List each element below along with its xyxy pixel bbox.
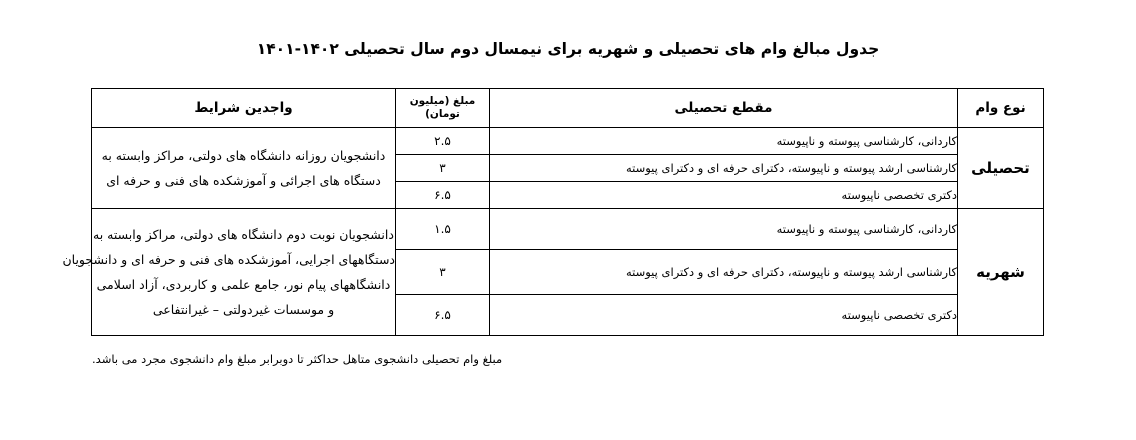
page-title: جدول مبالغ وام های تحصیلی و شهریه برای نیمسال دوم سال تحصیلی ۱۴۰۲-۱۴۰۱ bbox=[256, 40, 880, 58]
table-footnote: مبلغ وام تحصیلی دانشجوی متاهل حداکثر تا دوبرابر مبلغ وام دانشجوی مجرد می باشد. bbox=[92, 352, 503, 366]
loan-amounts-table-container bbox=[62, 88, 1044, 336]
cell-education-level: دکتری تخصصی ناپیوسته bbox=[490, 182, 958, 209]
cell-conditions bbox=[92, 128, 396, 209]
condition-line: دانشجویان نوبت دوم دانشگاه های دولتی، مراکز وابسته به bbox=[93, 227, 394, 242]
condition-line: دانشجویان روزانه دانشگاه های دولتی، مراکز وابسته به bbox=[101, 148, 386, 163]
cell-education-level: کارشناسی ارشد پیوسته و ناپیوسته، دکترای حرفه ای و دکترای پیوسته bbox=[490, 155, 958, 182]
cell-loan-type: شهریه bbox=[958, 209, 1044, 336]
table-header-row bbox=[92, 89, 1044, 128]
table-row bbox=[92, 209, 1044, 250]
table-row bbox=[92, 128, 1044, 155]
column-header-education-level: مقطع تحصیلی bbox=[490, 89, 958, 128]
cell-amount: ۶.۵ bbox=[396, 182, 490, 209]
cell-loan-type: تحصیلی bbox=[958, 128, 1044, 209]
cell-conditions bbox=[62, 209, 396, 336]
condition-line: دانشگاههای پیام نور، جامع علمی و کاربردی، آزاد اسلامی bbox=[96, 277, 391, 292]
cell-education-level: کارشناسی ارشد پیوسته و ناپیوسته، دکترای حرفه ای و دکترای پیوسته bbox=[490, 250, 958, 295]
cell-amount: ۳ bbox=[396, 250, 490, 295]
table-body bbox=[62, 128, 1044, 336]
cell-amount: ۳ bbox=[396, 155, 490, 182]
table-header bbox=[92, 89, 1044, 128]
cell-education-level: کاردانی، کارشناسی پیوسته و ناپیوسته bbox=[490, 128, 958, 155]
condition-line: و موسسات غیردولتی – غیرانتفاعی bbox=[152, 302, 335, 317]
cell-amount: ۲.۵ bbox=[396, 128, 490, 155]
column-header-loan-type: نوع وام bbox=[958, 89, 1044, 128]
cell-amount: ۱.۵ bbox=[396, 209, 490, 250]
column-header-amount: مبلغ (میلیون تومان) bbox=[396, 89, 490, 128]
condition-line: دستگاه های اجرائی و آموزشکده های فنی و حرفه ای bbox=[106, 173, 381, 188]
cell-education-level: کاردانی، کارشناسی پیوسته و ناپیوسته bbox=[490, 209, 958, 250]
cell-education-level: دکتری تخصصی ناپیوسته bbox=[490, 295, 958, 336]
cell-amount: ۶.۵ bbox=[396, 295, 490, 336]
loan-amounts-table bbox=[62, 88, 1044, 336]
column-header-conditions: واجدین شرایط bbox=[92, 89, 396, 128]
condition-line: دستگاههای اجرایی، آموزشکده های فنی و حرفه ای و دانشجویان bbox=[62, 252, 395, 267]
